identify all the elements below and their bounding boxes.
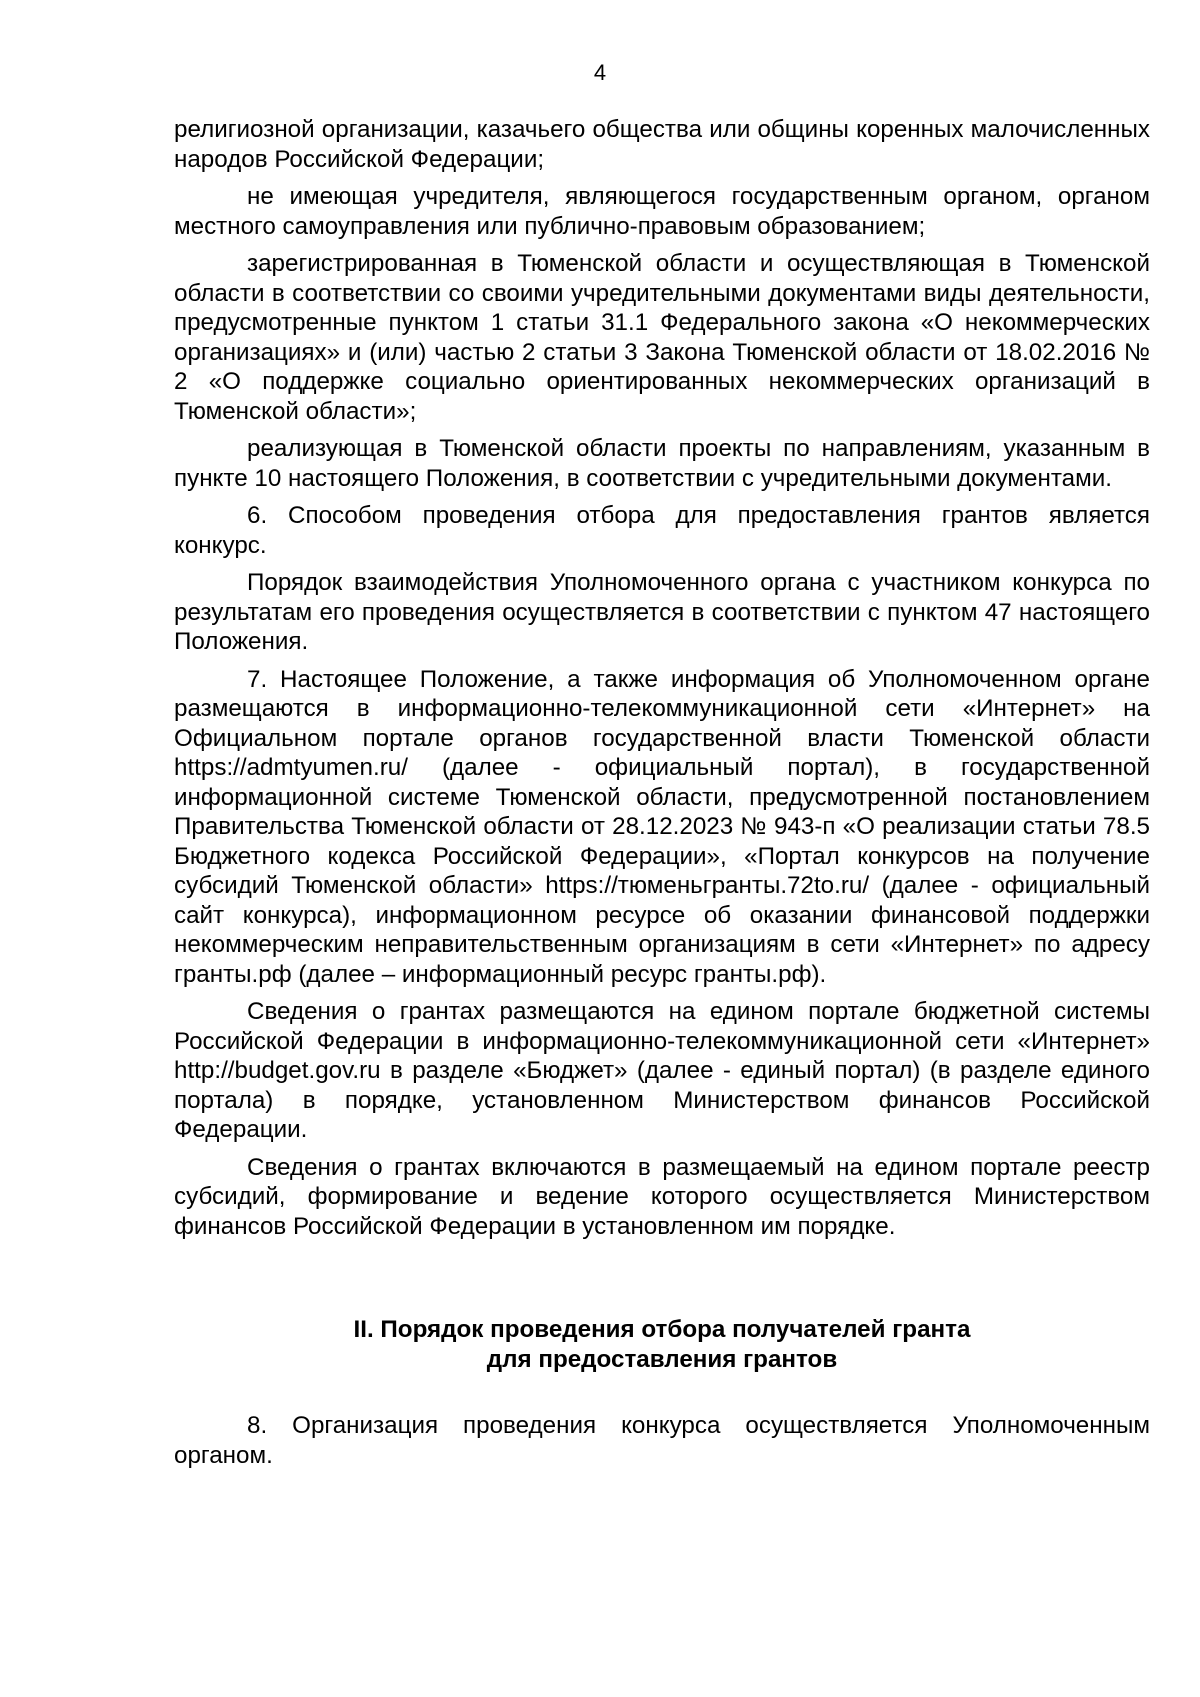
section-heading-line-2: для предоставления грантов <box>486 1346 838 1373</box>
section-heading <box>174 1315 1150 1375</box>
paragraph-grant-registry: Сведения о грантах включаются в размещаемый на едином портале реестр субсидий, формирование и ведение которого осуществляется Министерством финансов Российской Федерации в установленном им порядке. <box>174 1153 1150 1240</box>
paragraph-registered: зарегистрированная в Тюменской области и осуществляющая в Тюменской области в соответствии со своими учредительными документами виды деятельности, предусмотренные пунктом 1 статьи 31.1 Федерального закона «О некоммерческих организациях» и (или) частью 2 статьи 3 Закона Тюменской области от 18.02.2016 № 2 «О поддержке социально ориентированных некоммерческих организаций в Тюменской области»; <box>174 250 1150 425</box>
paragraph-item-7: 7. Настоящее Положение, а также информация об Уполномоченном органе размещаются в информационно-телекоммуникационной сети «Интернет» на Официальном портале органов государственной власти Тюменской области https://admtyumen.ru/ (далее - официальный портал), в государственной информационной системе Тюменской области, предусмотренной постановлением Правительства Тюменской области от 28.12.2023 № 943-п «О реализации статьи 78.5 Бюджетного кодекса Российской Федерации», «Портал конкурсов на получение субсидий Тюменской области» https://тюменьгранты.72to.ru/ (далее - официальный сайт конкурса), информационном ресурсе об оказании финансовой поддержки некоммерческим неправительственным организациям в сети «Интернет» по адресу гранты.рф (далее – информационный ресурс гранты.рф). <box>174 665 1150 988</box>
section-heading-line-1: II. Порядок проведения отбора получателей гранта <box>353 1316 971 1343</box>
paragraph-continuation: религиозной организации, казачьего общества или общины коренных малочисленных народов Российской Федерации; <box>174 116 1150 173</box>
document-body <box>174 115 1150 1478</box>
paragraph-interaction-order: Порядок взаимодействия Уполномоченного органа с участником конкурса по результатам его проведения осуществляется в соответствии с пунктом 47 настоящего Положения. <box>174 569 1150 655</box>
paragraph-grant-info-portal: Сведения о грантах размещаются на едином портале бюджетной системы Российской Федерации в информационно-телекоммуникационной сети «Интернет» http://budget.gov.ru в разделе «Бюджет» (далее - единый портал) (в разделе единого портала) в порядке, установленном Министерством финансов Российской Федерации. <box>174 998 1150 1143</box>
page-number: 4 <box>593 60 607 85</box>
paragraph-no-founder: не имеющая учредителя, являющегося государственным органом, органом местного самоуправления или публично-правовым образованием; <box>174 183 1150 240</box>
paragraph-implementing: реализующая в Тюменской области проекты по направлениям, указанным в пункте 10 настоящего Положения, в соответствии с учредительными документами. <box>174 435 1150 492</box>
paragraph-item-8: 8. Организация проведения конкурса осуществляется Уполномоченным органом. <box>174 1412 1150 1469</box>
paragraph-item-6: 6. Способом проведения отбора для предоставления грантов является конкурс. <box>174 502 1150 559</box>
